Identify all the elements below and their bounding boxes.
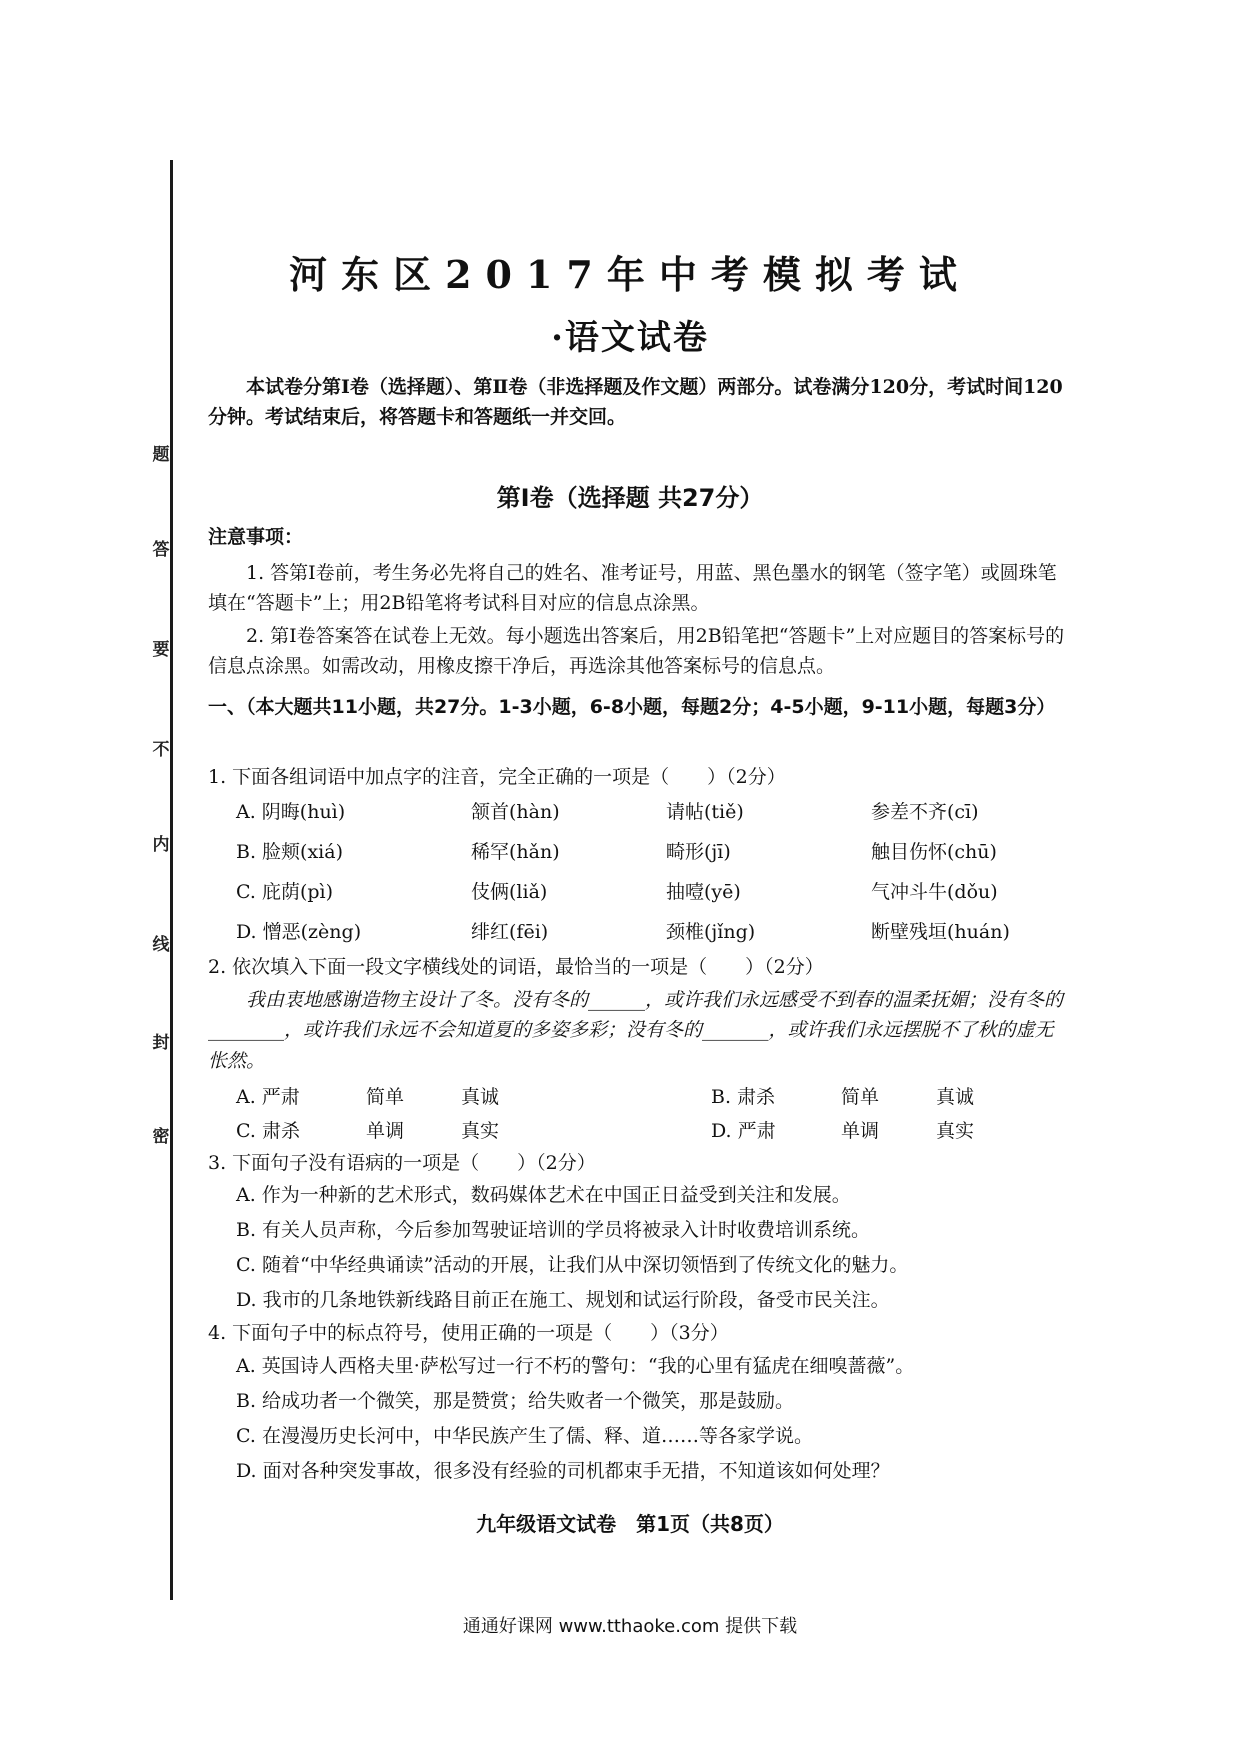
question-stem: 2. 依次填入下面一段文字横线处的词语，最恰当的一项是（ ）（2分）	[208, 956, 824, 979]
option-cell: 气冲斗牛(dǒu)	[871, 881, 998, 904]
seal-char: 要	[152, 640, 170, 660]
option-grid	[236, 1080, 1068, 1148]
option-cell: 单调	[366, 1119, 405, 1142]
seal-char: 封	[152, 1033, 170, 1053]
seal-char: 内	[152, 835, 170, 855]
part-heading: 一、（本大题共11小题，共27分。1-3小题，6-8小题，每题2分；4-5小题，9-11小题，每题3分）	[208, 696, 1056, 718]
option-cell: 参差不齐(cī)	[871, 801, 979, 824]
exam-intro: 本试卷分第Ⅰ卷（选择题）、第Ⅱ卷（非选择题及作文题）两部分。试卷满分120分，考试时间120分钟。考试结束后，将答题卡和答题纸一并交回。	[208, 376, 1063, 429]
note-item: 1. 答第Ⅰ卷前，考生务必先将自己的姓名、准考证号，用蓝、黑色墨水的钢笔（签字笔）或圆珠笔填在“答题卡”上；用2B铅笔将考试科目对应的信息点涂黑。	[208, 562, 1057, 615]
notes	[208, 558, 1068, 684]
option-cell: 断壁残垣(huán)	[871, 921, 1010, 944]
option-cell: 畸形(jī)	[666, 841, 731, 864]
option-cell: 颈椎(jǐng)	[666, 921, 756, 944]
option-line: D. 面对各种突发事故，很多没有经验的司机都束手无措，不知道该如何处理？	[236, 1459, 890, 1482]
option-cell: 简单	[366, 1085, 405, 1108]
option-cell: D. 严肃	[711, 1119, 776, 1142]
seal-strip	[150, 0, 172, 1754]
option-cell: C. 庇荫(pì)	[236, 881, 334, 904]
source-note: 通通好课网 www.tthaoke.com 提供下载	[462, 1616, 798, 1637]
option-grid	[236, 792, 1068, 952]
seal-char: 密	[152, 1127, 170, 1147]
question-stem: 3. 下面句子没有语病的一项是（ ）（2分）	[208, 1151, 596, 1174]
notice-label: 注意事项：	[208, 526, 304, 548]
option-cell: 伎俩(liǎ)	[471, 881, 548, 904]
option-cell: 真实	[461, 1119, 500, 1142]
seal-char: 题	[152, 445, 170, 465]
seal-char: 答	[152, 540, 170, 560]
option-cell: 请帖(tiě)	[666, 801, 744, 824]
option-cell: 颔首(hàn)	[471, 801, 560, 824]
option-line: C. 随着“中华经典诵读”活动的开展，让我们从中深切领悟到了传统文化的魅力。	[236, 1254, 909, 1277]
option-cell: A. 严肃	[236, 1085, 300, 1108]
option-cell: B. 脸颊(xiá)	[236, 841, 343, 864]
option-cell: B. 肃杀	[711, 1085, 776, 1108]
question-2	[208, 952, 1068, 1148]
seal-char: 线	[152, 935, 170, 955]
question-3	[208, 1148, 1068, 1318]
option-cell: A. 阴晦(huì)	[236, 801, 346, 824]
question-stem: 1. 下面各组词语中加点字的注音，完全正确的一项是（ ）（2分）	[208, 766, 786, 788]
option-cell: 抽噎(yē)	[666, 881, 741, 904]
option-line: B. 有关人员声称，今后参加驾驶证培训的学员将被录入计时收费培训系统。	[236, 1219, 871, 1242]
option-line: B. 给成功者一个微笑，那是赞赏；给失败者一个微笑，那是鼓励。	[236, 1389, 795, 1412]
question-stem: 4. 下面句子中的标点符号，使用正确的一项是（ ）（3分）	[208, 1322, 729, 1345]
question-passage: 我由衷地感谢造物主设计了冬。没有冬的______，或许我们永远感受不到春的温柔抚媚；没有冬的________，或许我们永远不会知道夏的多姿多彩；没有冬的_______，或许我们永远摆脱不了秋的虚无怅然。	[208, 988, 1064, 1072]
note-item: 2. 第Ⅰ卷答案答在试卷上无效。每小题选出答案后，用2B铅笔把“答题卡”上对应题目的答案标号的信息点涂黑。如需改动，用橡皮擦干净后，再选涂其他答案标号的信息点。	[208, 624, 1065, 678]
option-cell: 单调	[841, 1119, 880, 1142]
page-footer: 九年级语文试卷 第1页（共8页）	[476, 1512, 784, 1536]
option-line: A. 英国诗人西格夫里·萨松写过一行不朽的警句：“我的心里有猛虎在细嗅蔷薇”。	[236, 1354, 915, 1377]
exam-subtitle: ·语文试卷	[551, 318, 709, 358]
questions	[208, 762, 1068, 1489]
option-cell: 稀罕(hǎn)	[471, 841, 560, 864]
section-heading: 第Ⅰ卷（选择题 共27分）	[496, 484, 764, 512]
option-cell: D. 憎恶(zèng)	[236, 921, 362, 944]
option-cell: 简单	[841, 1085, 880, 1108]
option-cell: 真诚	[461, 1085, 500, 1108]
seal-char: 不	[152, 740, 170, 760]
option-cell: 真实	[936, 1119, 975, 1142]
option-cell: 绯红(fēi)	[471, 921, 549, 944]
question-4	[208, 1318, 1068, 1488]
option-cell: 触目伤怀(chū)	[871, 841, 997, 864]
option-cell: 真诚	[936, 1085, 975, 1108]
exam-title: 河东区2017年中考模拟考试	[289, 252, 971, 297]
option-cell: C. 肃杀	[236, 1119, 300, 1142]
option-line: D. 我市的几条地铁新线路目前正在施工、规划和试运行阶段，备受市民关注。	[236, 1289, 890, 1312]
question-1	[208, 762, 1068, 952]
option-line: A. 作为一种新的艺术形式，数码媒体艺术在中国正日益受到关注和发展。	[236, 1184, 851, 1207]
option-line: C. 在漫漫历史长河中，中华民族产生了儒、释、道……等各家学说。	[236, 1424, 813, 1447]
